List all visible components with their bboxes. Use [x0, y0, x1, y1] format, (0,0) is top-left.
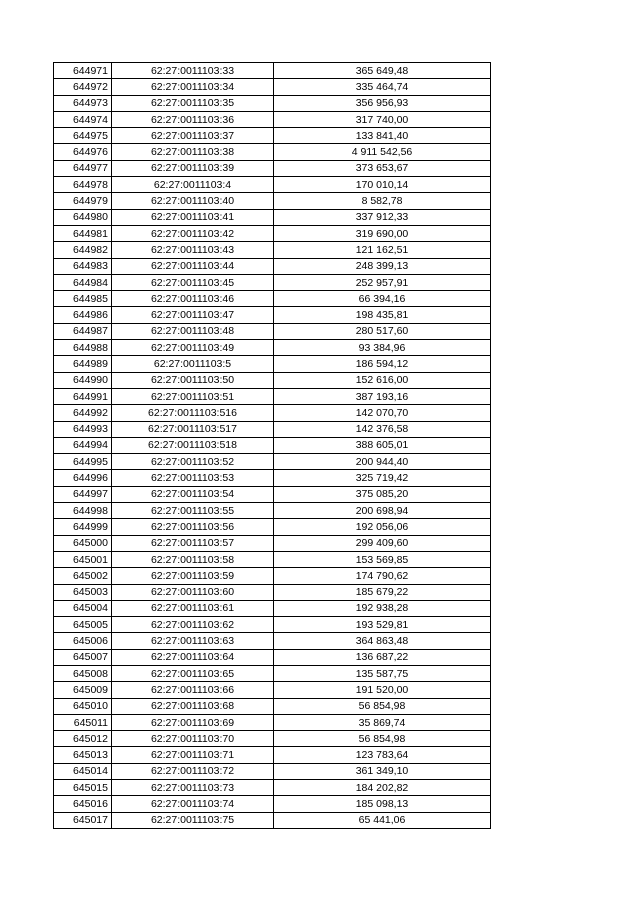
cadastral-number-cell: 62:27:0011103:4: [112, 177, 274, 193]
cadastral-number-cell: 62:27:0011103:61: [112, 600, 274, 616]
row-number-cell: 644987: [54, 323, 112, 339]
cadastral-value-cell: 192 056,06: [274, 519, 491, 535]
row-number-cell: 644989: [54, 356, 112, 372]
cadastral-number-cell: 62:27:0011103:64: [112, 649, 274, 665]
table-row: [54, 307, 491, 323]
cadastral-number-cell: 62:27:0011103:49: [112, 340, 274, 356]
cadastral-number-cell: 62:27:0011103:56: [112, 519, 274, 535]
cadastral-value-cell: 186 594,12: [274, 356, 491, 372]
cadastral-number-cell: 62:27:0011103:5: [112, 356, 274, 372]
row-number-cell: 644995: [54, 454, 112, 470]
cadastral-value-cell: 4 911 542,56: [274, 144, 491, 160]
cadastral-value-cell: 133 841,40: [274, 128, 491, 144]
cadastral-value-cell: 373 653,67: [274, 160, 491, 176]
cadastral-value-cell: 185 679,22: [274, 584, 491, 600]
row-number-cell: 645010: [54, 698, 112, 714]
table-row: [54, 160, 491, 176]
cadastral-value-cell: 198 435,81: [274, 307, 491, 323]
cadastral-value-cell: 93 384,96: [274, 340, 491, 356]
cadastral-number-cell: 62:27:0011103:40: [112, 193, 274, 209]
table-row: [54, 665, 491, 681]
table-row: [54, 340, 491, 356]
row-number-cell: 645013: [54, 747, 112, 763]
cadastral-value-cell: 56 854,98: [274, 698, 491, 714]
row-number-cell: 645006: [54, 633, 112, 649]
cadastral-number-cell: 62:27:0011103:50: [112, 372, 274, 388]
cadastral-value-cell: 191 520,00: [274, 682, 491, 698]
table-row: [54, 780, 491, 796]
cadastral-value-cell: 152 616,00: [274, 372, 491, 388]
cadastral-value-cell: 121 162,51: [274, 242, 491, 258]
cadastral-number-cell: 62:27:0011103:55: [112, 503, 274, 519]
row-number-cell: 644982: [54, 242, 112, 258]
table-row: [54, 63, 491, 79]
table-row: [54, 649, 491, 665]
row-number-cell: 645001: [54, 551, 112, 567]
row-number-cell: 645017: [54, 812, 112, 828]
row-number-cell: 644975: [54, 128, 112, 144]
table-row: [54, 763, 491, 779]
cadastral-number-cell: 62:27:0011103:53: [112, 470, 274, 486]
table-row: [54, 454, 491, 470]
cadastral-number-cell: 62:27:0011103:47: [112, 307, 274, 323]
cadastral-value-cell: 317 740,00: [274, 111, 491, 127]
cadastral-number-cell: 62:27:0011103:42: [112, 225, 274, 241]
table-row: [54, 111, 491, 127]
table-row: [54, 144, 491, 160]
table-row: [54, 812, 491, 828]
row-number-cell: 645000: [54, 535, 112, 551]
table-row: [54, 747, 491, 763]
cadastral-number-cell: 62:27:0011103:39: [112, 160, 274, 176]
table-row: [54, 323, 491, 339]
cadastral-value-cell: 337 912,33: [274, 209, 491, 225]
table-row: [54, 568, 491, 584]
cadastral-value-cell: 56 854,98: [274, 731, 491, 747]
cadastral-value-cell: 325 719,42: [274, 470, 491, 486]
row-number-cell: 644986: [54, 307, 112, 323]
cadastral-value-cell: 66 394,16: [274, 291, 491, 307]
table-row: [54, 437, 491, 453]
table-row: [54, 225, 491, 241]
cadastral-number-cell: 62:27:0011103:33: [112, 63, 274, 79]
table-row: [54, 551, 491, 567]
row-number-cell: 644992: [54, 405, 112, 421]
cadastral-value-cell: 35 869,74: [274, 714, 491, 730]
cadastral-value-cell: 123 783,64: [274, 747, 491, 763]
cadastral-number-cell: 62:27:0011103:48: [112, 323, 274, 339]
row-number-cell: 644974: [54, 111, 112, 127]
cadastral-value-cell: 319 690,00: [274, 225, 491, 241]
cadastral-value-cell: 356 956,93: [274, 95, 491, 111]
table-row: [54, 796, 491, 812]
cadastral-number-cell: 62:27:0011103:59: [112, 568, 274, 584]
cadastral-number-cell: 62:27:0011103:45: [112, 274, 274, 290]
cadastral-number-cell: 62:27:0011103:72: [112, 763, 274, 779]
table-row: [54, 177, 491, 193]
row-number-cell: 644976: [54, 144, 112, 160]
row-number-cell: 644981: [54, 225, 112, 241]
cadastral-number-cell: 62:27:0011103:34: [112, 79, 274, 95]
cadastral-value-cell: 185 098,13: [274, 796, 491, 812]
row-number-cell: 644990: [54, 372, 112, 388]
row-number-cell: 645011: [54, 714, 112, 730]
cadastral-number-cell: 62:27:0011103:57: [112, 535, 274, 551]
cadastral-number-cell: 62:27:0011103:54: [112, 486, 274, 502]
row-number-cell: 644996: [54, 470, 112, 486]
cadastral-value-cell: 248 399,13: [274, 258, 491, 274]
table-row: [54, 698, 491, 714]
cadastral-value-cell: 153 569,85: [274, 551, 491, 567]
table-row: [54, 356, 491, 372]
cadastral-value-cell: 335 464,74: [274, 79, 491, 95]
row-number-cell: 644973: [54, 95, 112, 111]
table-row: [54, 731, 491, 747]
cadastral-value-cell: 193 529,81: [274, 617, 491, 633]
table-row: [54, 79, 491, 95]
cadastral-number-cell: 62:27:0011103:66: [112, 682, 274, 698]
table-row: [54, 388, 491, 404]
cadastral-number-cell: 62:27:0011103:46: [112, 291, 274, 307]
row-number-cell: 644984: [54, 274, 112, 290]
row-number-cell: 644998: [54, 503, 112, 519]
cadastral-value-cell: 200 698,94: [274, 503, 491, 519]
row-number-cell: 645014: [54, 763, 112, 779]
cadastral-number-cell: 62:27:0011103:65: [112, 665, 274, 681]
cadastral-number-cell: 62:27:0011103:69: [112, 714, 274, 730]
row-number-cell: 645002: [54, 568, 112, 584]
table-row: [54, 421, 491, 437]
table-row: [54, 714, 491, 730]
row-number-cell: 645005: [54, 617, 112, 633]
cadastral-value-cell: 136 687,22: [274, 649, 491, 665]
table-row: [54, 258, 491, 274]
cadastral-value-cell: 8 582,78: [274, 193, 491, 209]
table-row: [54, 128, 491, 144]
row-number-cell: 645012: [54, 731, 112, 747]
table-row: [54, 633, 491, 649]
row-number-cell: 645009: [54, 682, 112, 698]
table-row: [54, 274, 491, 290]
row-number-cell: 645015: [54, 780, 112, 796]
row-number-cell: 644985: [54, 291, 112, 307]
row-number-cell: 644997: [54, 486, 112, 502]
cadastral-number-cell: 62:27:0011103:37: [112, 128, 274, 144]
cadastral-number-cell: 62:27:0011103:51: [112, 388, 274, 404]
row-number-cell: 645008: [54, 665, 112, 681]
table-row: [54, 95, 491, 111]
cadastral-number-cell: 62:27:0011103:38: [112, 144, 274, 160]
cadastral-number-cell: 62:27:0011103:75: [112, 812, 274, 828]
row-number-cell: 645004: [54, 600, 112, 616]
cadastral-number-cell: 62:27:0011103:63: [112, 633, 274, 649]
cadastral-value-cell: 135 587,75: [274, 665, 491, 681]
table-row: [54, 486, 491, 502]
cadastral-value-cell: 361 349,10: [274, 763, 491, 779]
table-row: [54, 600, 491, 616]
cadastral-value-cell: 252 957,91: [274, 274, 491, 290]
row-number-cell: 644979: [54, 193, 112, 209]
cadastral-value-cell: 280 517,60: [274, 323, 491, 339]
cadastral-number-cell: 62:27:0011103:516: [112, 405, 274, 421]
cadastral-number-cell: 62:27:0011103:70: [112, 731, 274, 747]
cadastral-value-cell: 174 790,62: [274, 568, 491, 584]
row-number-cell: 644999: [54, 519, 112, 535]
table-row: [54, 372, 491, 388]
cadastral-number-cell: 62:27:0011103:74: [112, 796, 274, 812]
cadastral-number-cell: 62:27:0011103:36: [112, 111, 274, 127]
row-number-cell: 644991: [54, 388, 112, 404]
cadastral-number-cell: 62:27:0011103:52: [112, 454, 274, 470]
cadastral-number-cell: 62:27:0011103:73: [112, 780, 274, 796]
cadastral-value-cell: 388 605,01: [274, 437, 491, 453]
cadastral-value-cell: 142 376,58: [274, 421, 491, 437]
table-row: [54, 503, 491, 519]
row-number-cell: 644980: [54, 209, 112, 225]
row-number-cell: 644978: [54, 177, 112, 193]
cadastral-value-cell: 299 409,60: [274, 535, 491, 551]
table-row: [54, 405, 491, 421]
cadastral-number-cell: 62:27:0011103:44: [112, 258, 274, 274]
table-body: [54, 63, 491, 829]
cadastral-number-cell: 62:27:0011103:35: [112, 95, 274, 111]
row-number-cell: 645003: [54, 584, 112, 600]
row-number-cell: 644983: [54, 258, 112, 274]
cadastral-value-cell: 200 944,40: [274, 454, 491, 470]
cadastral-value-cell: 365 649,48: [274, 63, 491, 79]
cadastral-value-cell: 364 863,48: [274, 633, 491, 649]
cadastral-number-cell: 62:27:0011103:71: [112, 747, 274, 763]
table-row: [54, 617, 491, 633]
cadastral-number-cell: 62:27:0011103:62: [112, 617, 274, 633]
table-row: [54, 519, 491, 535]
table-row: [54, 535, 491, 551]
row-number-cell: 644988: [54, 340, 112, 356]
cadastral-number-cell: 62:27:0011103:43: [112, 242, 274, 258]
row-number-cell: 644971: [54, 63, 112, 79]
table-row: [54, 291, 491, 307]
cadastral-number-cell: 62:27:0011103:60: [112, 584, 274, 600]
cadastral-value-cell: 170 010,14: [274, 177, 491, 193]
table-row: [54, 682, 491, 698]
cadastral-value-cell: 387 193,16: [274, 388, 491, 404]
table-row: [54, 193, 491, 209]
cadastral-value-cell: 375 085,20: [274, 486, 491, 502]
cadastral-number-cell: 62:27:0011103:517: [112, 421, 274, 437]
row-number-cell: 644993: [54, 421, 112, 437]
table-row: [54, 242, 491, 258]
row-number-cell: 645007: [54, 649, 112, 665]
table-row: [54, 584, 491, 600]
cadastral-value-cell: 192 938,28: [274, 600, 491, 616]
table-row: [54, 209, 491, 225]
cadastral-value-cell: 142 070,70: [274, 405, 491, 421]
cadastral-number-cell: 62:27:0011103:41: [112, 209, 274, 225]
row-number-cell: 645016: [54, 796, 112, 812]
cadastral-value-table: [53, 62, 491, 829]
row-number-cell: 644977: [54, 160, 112, 176]
row-number-cell: 644972: [54, 79, 112, 95]
table-row: [54, 470, 491, 486]
cadastral-value-cell: 184 202,82: [274, 780, 491, 796]
cadastral-number-cell: 62:27:0011103:58: [112, 551, 274, 567]
cadastral-number-cell: 62:27:0011103:518: [112, 437, 274, 453]
row-number-cell: 644994: [54, 437, 112, 453]
cadastral-number-cell: 62:27:0011103:68: [112, 698, 274, 714]
cadastral-value-cell: 65 441,06: [274, 812, 491, 828]
